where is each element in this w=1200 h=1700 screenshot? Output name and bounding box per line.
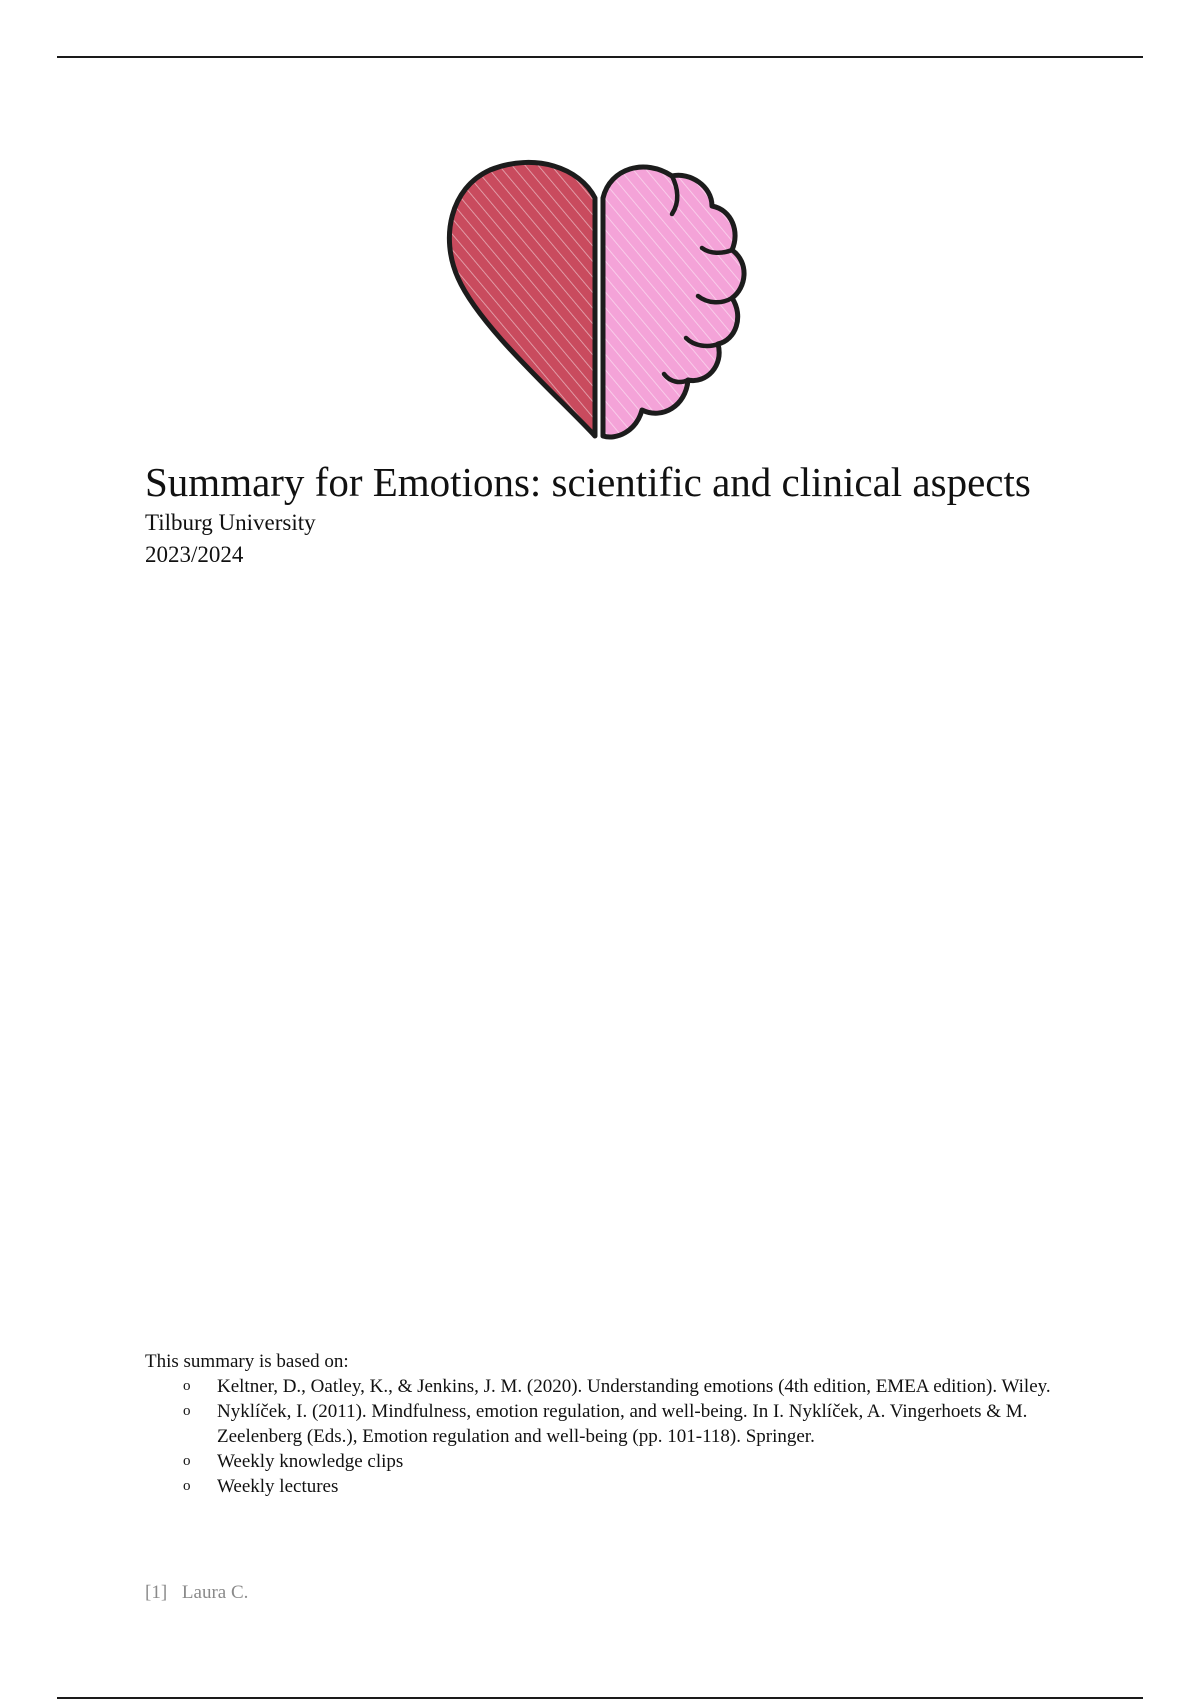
bullet-marker: o xyxy=(183,1478,191,1494)
academic-year: 2023/2024 xyxy=(145,542,244,567)
source-text: Nyklíček, I. (2011). Mindfulness, emotion regulation, and well-being. In I. Nyklíček, A. Vingerhoets & M. Zeelenberg (Eds.), Emotion regulation and well-being (pp. 101-118). Springer. xyxy=(217,1401,1028,1447)
list-item xyxy=(145,1449,1065,1474)
source-text: Weekly lectures xyxy=(217,1476,339,1497)
footnote-author: Laura C. xyxy=(181,1582,249,1603)
heart-brain-icon xyxy=(440,158,760,448)
footnote xyxy=(145,1582,248,1604)
bullet-marker: o xyxy=(183,1453,191,1469)
footnote-marker: [1] xyxy=(145,1582,168,1603)
sources-intro: This summary is based on: xyxy=(145,1351,349,1372)
list-item xyxy=(145,1374,1065,1399)
bullet-marker: o xyxy=(183,1378,191,1394)
institution: Tilburg University xyxy=(145,510,316,535)
source-list xyxy=(145,1374,1065,1499)
footer-rule xyxy=(57,1697,1143,1699)
header-rule xyxy=(57,56,1143,58)
source-text: Weekly knowledge clips xyxy=(217,1451,404,1472)
document-title: Summary for Emotions: scientific and clinical aspects xyxy=(145,459,1031,505)
title-block xyxy=(145,458,1031,570)
list-item xyxy=(145,1474,1065,1499)
list-item xyxy=(145,1399,1065,1449)
bullet-marker: o xyxy=(183,1403,191,1419)
source-text: Keltner, D., Oatley, K., & Jenkins, J. M. (2020). Understanding emotions (4th edition, EMEA edition). Wiley. xyxy=(217,1376,1051,1397)
sources-section xyxy=(145,1349,1065,1499)
